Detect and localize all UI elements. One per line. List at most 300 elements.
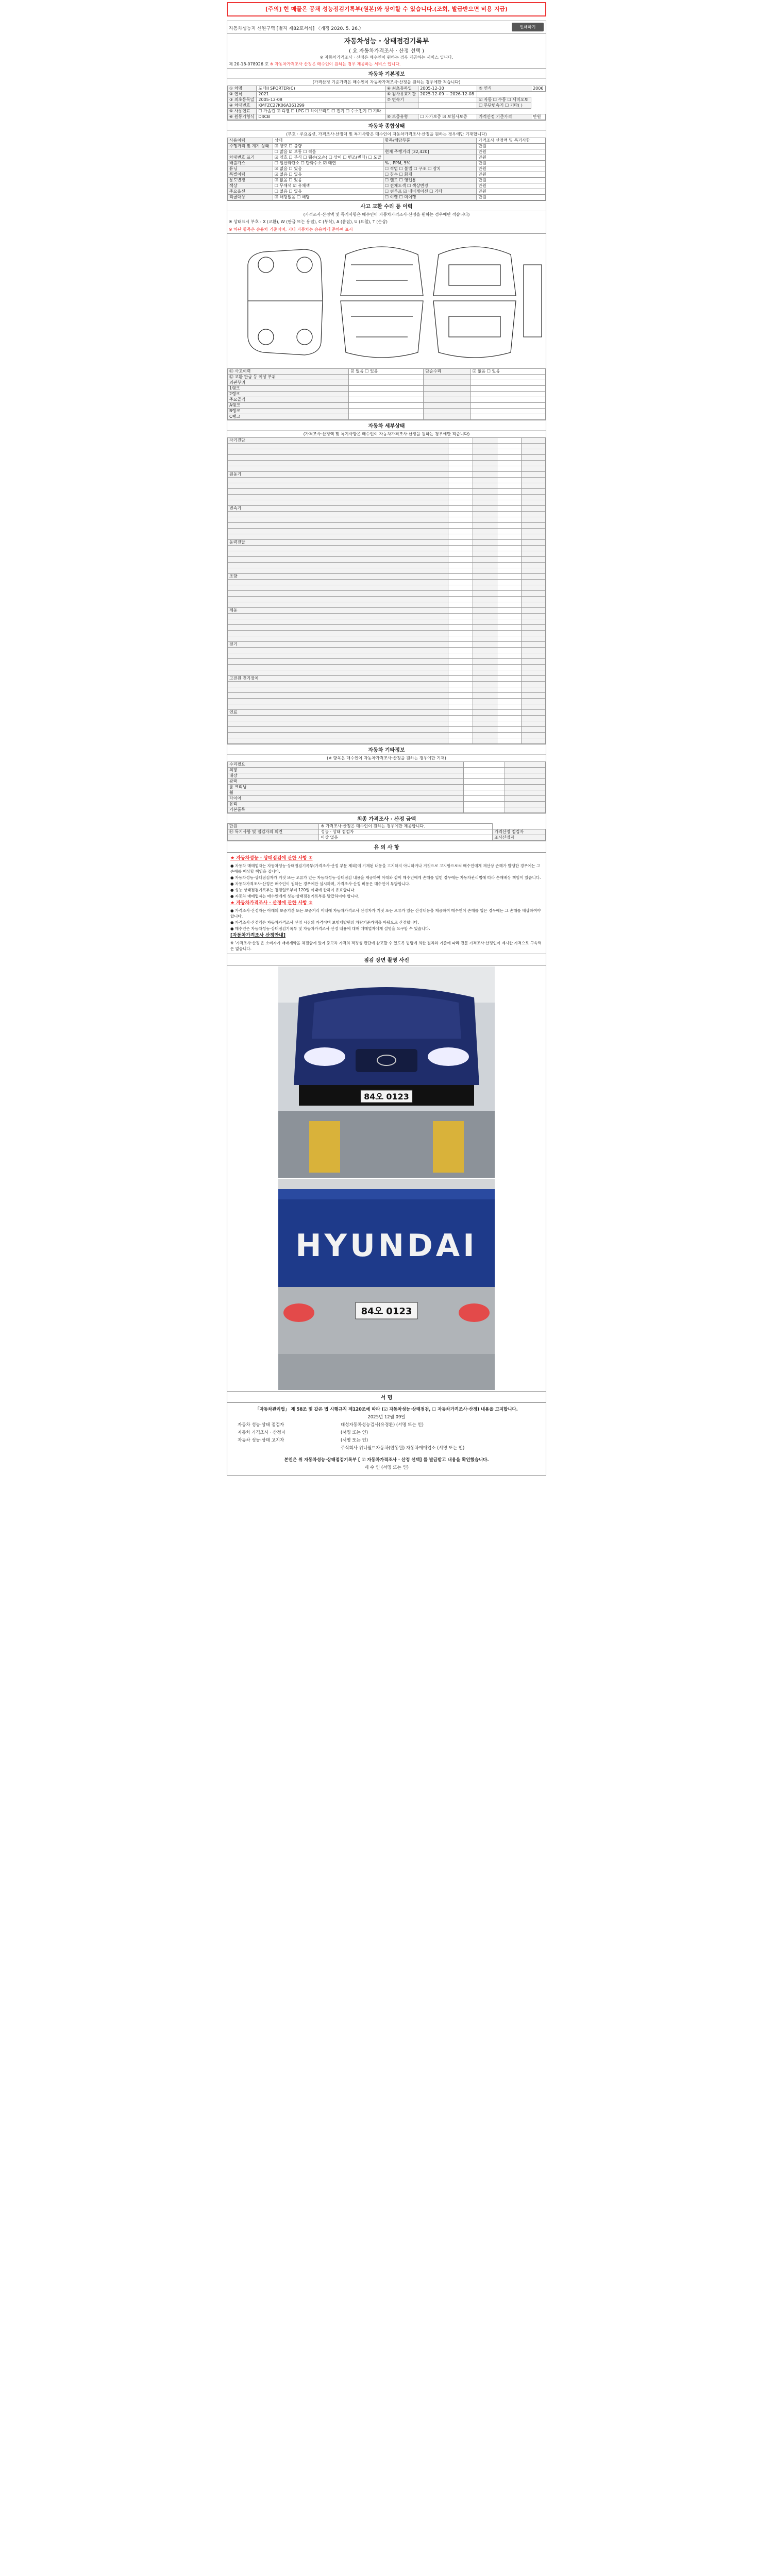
notice-item: ● 자동차 매매업자는 매수인에게 성능·상태점검기록부를 발급하여야 합니다. xyxy=(230,894,360,899)
table-cell xyxy=(448,665,473,670)
table-cell xyxy=(228,489,448,495)
detail-row xyxy=(228,557,546,563)
rank-row xyxy=(228,409,546,414)
buyer-line: 매 수 인 (서명 또는 인) xyxy=(364,1465,409,1470)
table-cell xyxy=(497,721,521,727)
table-cell xyxy=(497,483,521,489)
table-cell xyxy=(521,512,545,517)
inspector-table xyxy=(227,823,546,841)
table-cell: 주요골격 xyxy=(228,397,349,403)
photo-title: 점검 장면 촬영 사진 xyxy=(227,954,546,965)
detail-row xyxy=(228,523,546,529)
table-cell: ⑪ 사고이력 xyxy=(228,369,349,375)
car-side-left-icon xyxy=(248,249,323,355)
table-cell xyxy=(497,472,521,478)
table-cell xyxy=(521,438,545,444)
table-cell: 유리 xyxy=(228,802,464,807)
table-cell xyxy=(473,580,497,585)
table-cell xyxy=(497,466,521,472)
table-cell xyxy=(497,563,521,568)
table-cell: 조향 xyxy=(228,574,448,580)
table-cell xyxy=(448,653,473,659)
table-cell xyxy=(228,591,448,597)
table-cell xyxy=(228,665,448,670)
etc-row xyxy=(228,807,546,813)
sig-label-1: 자동차 성능·상태 점검자 xyxy=(238,1422,284,1428)
table-cell xyxy=(521,642,545,648)
basic-info-table xyxy=(227,86,546,120)
table-cell xyxy=(521,551,545,557)
table-cell: 2021 xyxy=(257,92,385,97)
table-cell xyxy=(497,597,521,602)
table-cell xyxy=(228,563,448,568)
rank-row xyxy=(228,414,546,420)
table-cell xyxy=(448,580,473,585)
table-cell: 만원 xyxy=(228,824,319,829)
table-cell xyxy=(473,534,497,540)
table-cell xyxy=(497,716,521,721)
page-subtitle: ( 요 자동차가격조사 · 산정 선택 ) xyxy=(349,48,424,54)
table-cell: ☑ 없음 ☐ 있음 xyxy=(471,369,546,375)
detail-row xyxy=(228,682,546,687)
history-subtitle: (부호 · 주요옵션, 가격조사·산정액 및 특기사항은 매수인이 자동차가격조사·산정을 원하는 경우에만 기재합니다) xyxy=(227,130,546,138)
table-cell: KMFZC27K06A361299 xyxy=(257,103,385,109)
table-cell xyxy=(497,738,521,744)
table-cell: ⑫ 교환 판금 등 이상 부위 xyxy=(228,375,349,380)
table-cell xyxy=(497,733,521,738)
notice-item: ● 매수인은 자동차성능·상태점검기록부 및 자동차가격조사·산정 내용에 대해 매매업자에게 설명을 요구할 수 있습니다. xyxy=(230,926,430,931)
detail-row xyxy=(228,716,546,721)
detail-row xyxy=(228,631,546,636)
table-cell xyxy=(521,602,545,608)
table-cell xyxy=(521,478,545,483)
notice-item: ● 자동차 매매업자는 자동차성능·상태점검기록부(가격조사·산정 부분 제외)에 기재된 내용을 고지하지 아니하거나 거짓으로 고지함으로써 매수인에게 재산상 손해가 발생한 경우에는 그 손해를 배상할 책임을 집니다. xyxy=(230,863,541,874)
detail-row xyxy=(228,483,546,489)
notices-section xyxy=(227,852,546,954)
basic-info-row xyxy=(228,114,546,120)
table-cell: 2005-12-08 xyxy=(257,97,385,103)
table-cell: 리콜대상 xyxy=(228,195,273,200)
table-cell: 만원 xyxy=(477,183,546,189)
table-cell xyxy=(448,478,473,483)
table-cell xyxy=(448,614,473,619)
table-cell xyxy=(448,529,473,534)
table-cell xyxy=(497,540,521,546)
table-cell xyxy=(497,687,521,693)
table-cell: 만원 xyxy=(477,189,546,195)
detail-row xyxy=(228,591,546,597)
damage-title: 사고 교환 수리 등 이력 xyxy=(227,200,546,211)
detail-title: 자동차 세부상태 xyxy=(227,420,546,430)
table-cell: ☐ 자가보증 ☑ 보험사보증 xyxy=(418,114,477,120)
detail-row xyxy=(228,574,546,580)
table-cell xyxy=(521,608,545,614)
history-row xyxy=(228,183,546,189)
rank-row xyxy=(228,380,546,386)
table-cell xyxy=(521,557,545,563)
table-cell xyxy=(448,506,473,512)
car-top-front-icon xyxy=(341,247,423,358)
table-cell: ☐ 가솔린 ☑ 디젤 ☐ LPG ☐ 하이브리드 ☐ 전기 ☐ 수소전기 ☐ 기타 xyxy=(257,109,385,114)
table-cell: ☑ 없음 ☐ 있음 xyxy=(273,178,383,183)
table-cell: 만원 xyxy=(477,195,546,200)
table-cell xyxy=(424,409,471,414)
table-cell xyxy=(473,614,497,619)
table-cell xyxy=(521,676,545,682)
table-cell xyxy=(473,512,497,517)
table-cell: 외장 xyxy=(228,768,464,773)
inspection-photo-rear xyxy=(278,1179,495,1390)
table-cell xyxy=(228,517,448,523)
table-cell xyxy=(497,500,521,506)
detail-row xyxy=(228,568,546,574)
table-cell xyxy=(228,625,448,631)
table-cell xyxy=(448,727,473,733)
table-cell xyxy=(448,449,473,455)
detail-row xyxy=(228,466,546,472)
table-cell xyxy=(228,444,448,449)
table-cell xyxy=(473,665,497,670)
table-cell xyxy=(497,614,521,619)
history-row xyxy=(228,172,546,178)
table-cell xyxy=(521,585,545,591)
table-cell: 휠 xyxy=(228,790,464,796)
sig-row-2 xyxy=(238,1429,535,1437)
table-cell xyxy=(471,403,546,409)
table-cell xyxy=(228,614,448,619)
plate-front: 84오 0123 xyxy=(364,1092,409,1101)
table-cell xyxy=(473,670,497,676)
table-cell xyxy=(521,472,545,478)
table-cell: ☐ 적법 ☐ 불법 ☐ 구조 ☐ 장치 xyxy=(383,166,476,172)
table-cell: ☑ 해당없음 ☐ 해당 xyxy=(273,195,383,200)
table-cell xyxy=(464,807,505,813)
history-row xyxy=(228,189,546,195)
table-cell xyxy=(473,636,497,642)
car-side-right-icon xyxy=(524,265,542,337)
table-cell xyxy=(473,733,497,738)
table-cell: 차대번호 표기 xyxy=(228,155,273,161)
table-cell xyxy=(521,614,545,619)
etc-table xyxy=(227,761,546,813)
table-cell xyxy=(464,785,505,790)
car-top-rear-icon xyxy=(433,247,516,358)
etc-subtitle: (※ 항목은 매수인이 자동차가격조사·산정을 원하는 경우에만 기재) xyxy=(227,754,546,761)
table-cell xyxy=(228,597,448,602)
table-cell xyxy=(473,619,497,625)
table-cell xyxy=(228,149,273,155)
detail-row xyxy=(228,670,546,676)
sig-value-3: (서명 또는 인) xyxy=(341,1438,368,1443)
car-diagram xyxy=(227,233,546,368)
sig-row-3 xyxy=(238,1437,535,1445)
basic-info-row xyxy=(228,109,546,114)
table-cell xyxy=(471,386,546,392)
table-cell xyxy=(521,449,545,455)
table-cell xyxy=(473,568,497,574)
inspection-photo-front xyxy=(278,967,495,1178)
table-cell: 색상 xyxy=(228,183,273,189)
table-cell xyxy=(473,455,497,461)
table-cell: ☐ 일산화탄소 ☐ 탄화수소 ☑ 매연 xyxy=(273,161,383,166)
table-cell: 2025-12-09 ~ 2026-12-08 xyxy=(418,92,477,97)
table-cell xyxy=(497,546,521,551)
sig-row-1 xyxy=(238,1421,535,1429)
table-cell xyxy=(228,585,448,591)
sig-label-2: 자동차 가격조사 · 산정자 xyxy=(238,1430,285,1435)
table-cell xyxy=(228,546,448,551)
table-cell: 만원 xyxy=(477,172,546,178)
table-cell xyxy=(473,483,497,489)
table-cell xyxy=(473,682,497,687)
table-cell: 자기진단 xyxy=(228,438,448,444)
table-cell: 원동기 xyxy=(228,472,448,478)
table-cell xyxy=(521,721,545,727)
table-cell xyxy=(473,676,497,682)
table-cell xyxy=(473,517,497,523)
etc-row xyxy=(228,796,546,802)
table-cell xyxy=(464,779,505,785)
detail-row xyxy=(228,636,546,642)
detail-row xyxy=(228,489,546,495)
table-cell: 주요옵션 xyxy=(228,189,273,195)
table-cell xyxy=(521,738,545,744)
detail-row xyxy=(228,563,546,568)
damage-legend2: ※ 하단 항목은 승용차 기준이며, 기타 자동차는 승용차에 준하여 표시 xyxy=(229,227,353,232)
accident-note-row xyxy=(228,375,546,380)
table-cell xyxy=(473,659,497,665)
table-cell: A랭크 xyxy=(228,403,349,409)
sig-label-3: 자동차 성능·상태 고지자 xyxy=(238,1438,284,1443)
table-cell xyxy=(497,608,521,614)
table-cell xyxy=(505,773,545,779)
table-cell xyxy=(521,506,545,512)
table-cell xyxy=(497,568,521,574)
table-cell xyxy=(448,574,473,580)
table-cell xyxy=(448,721,473,727)
table-cell xyxy=(349,380,424,386)
table-cell xyxy=(448,466,473,472)
table-cell: ⑥ 원동기형식 xyxy=(228,114,257,120)
table-cell: 연료 xyxy=(228,710,448,716)
table-cell xyxy=(448,495,473,500)
history-row xyxy=(228,178,546,183)
table-cell: 제동 xyxy=(228,608,448,614)
table-cell xyxy=(473,523,497,529)
table-cell xyxy=(228,466,448,472)
page-note: ※ 자동차가격조사 · 산정은 매수인이 원하는 경우 제공하는 서비스 입니다. xyxy=(320,55,453,60)
table-cell: ⑤ 연식 xyxy=(477,86,531,92)
table-cell xyxy=(521,727,545,733)
table-cell xyxy=(505,762,545,768)
table-cell: % , PPM, 5% xyxy=(383,161,476,166)
table-cell: ☑ 없음 ☐ 있음 xyxy=(349,369,424,375)
table-cell xyxy=(473,693,497,699)
table-cell: 내장 xyxy=(228,773,464,779)
table-cell xyxy=(448,597,473,602)
table-cell xyxy=(521,670,545,676)
table-cell xyxy=(448,710,473,716)
inspector-amount-row xyxy=(228,824,546,829)
table-cell xyxy=(349,409,424,414)
table-cell xyxy=(228,619,448,625)
table-cell xyxy=(521,591,545,597)
table-cell xyxy=(228,500,448,506)
table-cell xyxy=(473,551,497,557)
table-cell xyxy=(228,716,448,721)
table-cell xyxy=(521,619,545,625)
table-cell: ⑭ 특기사항 및 점검자의 의견 xyxy=(228,829,319,835)
table-cell xyxy=(497,585,521,591)
table-cell xyxy=(497,506,521,512)
table-cell xyxy=(383,155,476,161)
etc-row xyxy=(228,802,546,807)
detail-row xyxy=(228,444,546,449)
table-cell xyxy=(497,580,521,585)
table-cell xyxy=(497,495,521,500)
history-row xyxy=(228,166,546,172)
etc-title: 자동차 기타정보 xyxy=(227,744,546,754)
table-cell xyxy=(497,710,521,716)
table-cell: ③ 최초등록일 xyxy=(228,97,257,103)
table-cell xyxy=(473,495,497,500)
table-cell: 2006 xyxy=(531,86,546,92)
table-cell xyxy=(471,380,546,386)
table-cell xyxy=(473,704,497,710)
table-cell: 튜닝 xyxy=(228,166,273,172)
table-cell xyxy=(228,682,448,687)
table-cell xyxy=(521,500,545,506)
table-cell xyxy=(473,574,497,580)
table-cell xyxy=(228,636,448,642)
table-cell: ☐ 렌트 ☐ 영업용 xyxy=(383,178,476,183)
history-title: 자동차 종합상태 xyxy=(227,120,546,130)
table-cell xyxy=(349,403,424,409)
detail-row xyxy=(228,642,546,648)
table-cell: ☑ 없음 ☐ 있음 xyxy=(273,166,383,172)
table-cell xyxy=(448,472,473,478)
table-cell xyxy=(521,625,545,631)
table-cell xyxy=(424,386,471,392)
table-cell xyxy=(448,608,473,614)
table-cell xyxy=(505,790,545,796)
notice-item: ● 자동차성능·상태점검자가 거짓 또는 오류가 있는 자동차성능·상태점검 내용을 제공하여 아래와 같이 매수인에게 손해를 입힌 경우에는 자동차관리법에 따라 손해배상 책임이 있습니다. xyxy=(230,875,541,880)
table-cell xyxy=(497,704,521,710)
table-cell xyxy=(473,642,497,648)
table-cell: 광택 xyxy=(228,779,464,785)
table-cell xyxy=(228,721,448,727)
history-table xyxy=(227,138,546,200)
table-cell xyxy=(521,699,545,704)
table-cell: ☐ 썬루프 ☑ 네비게이션 ☐ 기타 xyxy=(383,189,476,195)
table-cell xyxy=(521,466,545,472)
table-cell xyxy=(473,540,497,546)
table-cell xyxy=(448,716,473,721)
table-cell xyxy=(497,529,521,534)
table-cell: 상태 xyxy=(273,138,383,144)
detail-row xyxy=(228,676,546,682)
table-cell xyxy=(521,597,545,602)
table-cell xyxy=(448,512,473,517)
table-cell: ① 차명 xyxy=(228,86,257,92)
history-row xyxy=(228,144,546,149)
table-cell xyxy=(497,699,521,704)
table-cell xyxy=(448,551,473,557)
accident-row xyxy=(228,369,546,375)
table-cell xyxy=(464,762,505,768)
table-cell xyxy=(448,687,473,693)
table-cell xyxy=(473,449,497,455)
signature-foot: 본인은 위 자동차성능·상태점검기록부 [ ☑ 자동차가격조사 · 산정 선택] 를 발급받고 내용을 확인했습니다. xyxy=(284,1458,489,1463)
print-button[interactable]: 인쇄하기 xyxy=(512,23,544,31)
table-cell xyxy=(228,648,448,653)
table-cell xyxy=(521,517,545,523)
basic-info-row xyxy=(228,97,546,103)
page-title: 자동차성능 · 상태점검기록부 xyxy=(344,38,429,45)
table-cell xyxy=(473,506,497,512)
table-cell xyxy=(418,97,477,103)
table-cell xyxy=(505,768,545,773)
table-cell xyxy=(464,790,505,796)
table-cell: 1랭크 xyxy=(228,386,349,392)
table-cell: ☐ 많음 ☑ 보통 ☐ 적음 xyxy=(273,149,383,155)
table-cell xyxy=(228,478,448,483)
table-cell xyxy=(497,517,521,523)
table-cell xyxy=(497,591,521,597)
table-cell xyxy=(448,444,473,449)
table-cell xyxy=(473,478,497,483)
table-cell xyxy=(497,665,521,670)
table-cell xyxy=(424,392,471,397)
notice-price-guide: ※ '가격조사·산정'은 소비자가 매매계약을 체결함에 있어 중고차 가격의 적정성 판단에 참고할 수 있도록 법령에 의한 절차와 기준에 따라 전문 가격조사·산정인이 제시한 가격으로 구속력은 없습니다. xyxy=(230,941,542,951)
table-cell: 항목/해당부품 xyxy=(383,138,476,144)
certificate-number xyxy=(227,60,546,68)
table-cell xyxy=(228,523,448,529)
table-cell xyxy=(228,534,448,540)
table-cell: 특별이력 xyxy=(228,172,273,178)
table-cell xyxy=(521,733,545,738)
detail-row xyxy=(228,438,546,444)
table-cell xyxy=(228,602,448,608)
detail-row xyxy=(228,472,546,478)
history-row xyxy=(228,161,546,166)
table-cell xyxy=(349,414,424,420)
table-cell: 만원 xyxy=(477,144,546,149)
table-cell: ☑ 양호 ☐ 부식 ☐ 훼손(오손) ☐ 상이 ☐ 변조(변타) ☐ 도말 xyxy=(273,155,383,161)
table-cell xyxy=(497,676,521,682)
detail-row xyxy=(228,704,546,710)
table-cell xyxy=(521,693,545,699)
table-cell: 가격산정 점검자 xyxy=(493,829,546,835)
cert-no-value: 제 20-18-078926 호 xyxy=(229,62,269,66)
etc-row xyxy=(228,785,546,790)
detail-row xyxy=(228,449,546,455)
table-cell xyxy=(418,103,477,109)
table-cell xyxy=(448,591,473,597)
table-cell: ☑ 자동 ☐ 수동 ☐ 세미오토 xyxy=(477,97,531,103)
table-cell xyxy=(497,551,521,557)
detail-row xyxy=(228,608,546,614)
truck-front-photo xyxy=(278,967,495,1178)
table-cell xyxy=(521,540,545,546)
table-cell xyxy=(497,727,521,733)
detail-row xyxy=(228,546,546,551)
table-cell: 만원 xyxy=(477,161,546,166)
table-cell xyxy=(473,608,497,614)
table-cell: ☐ 이행 ☐ 미이행 xyxy=(383,195,476,200)
table-cell xyxy=(473,738,497,744)
detail-row xyxy=(228,614,546,619)
